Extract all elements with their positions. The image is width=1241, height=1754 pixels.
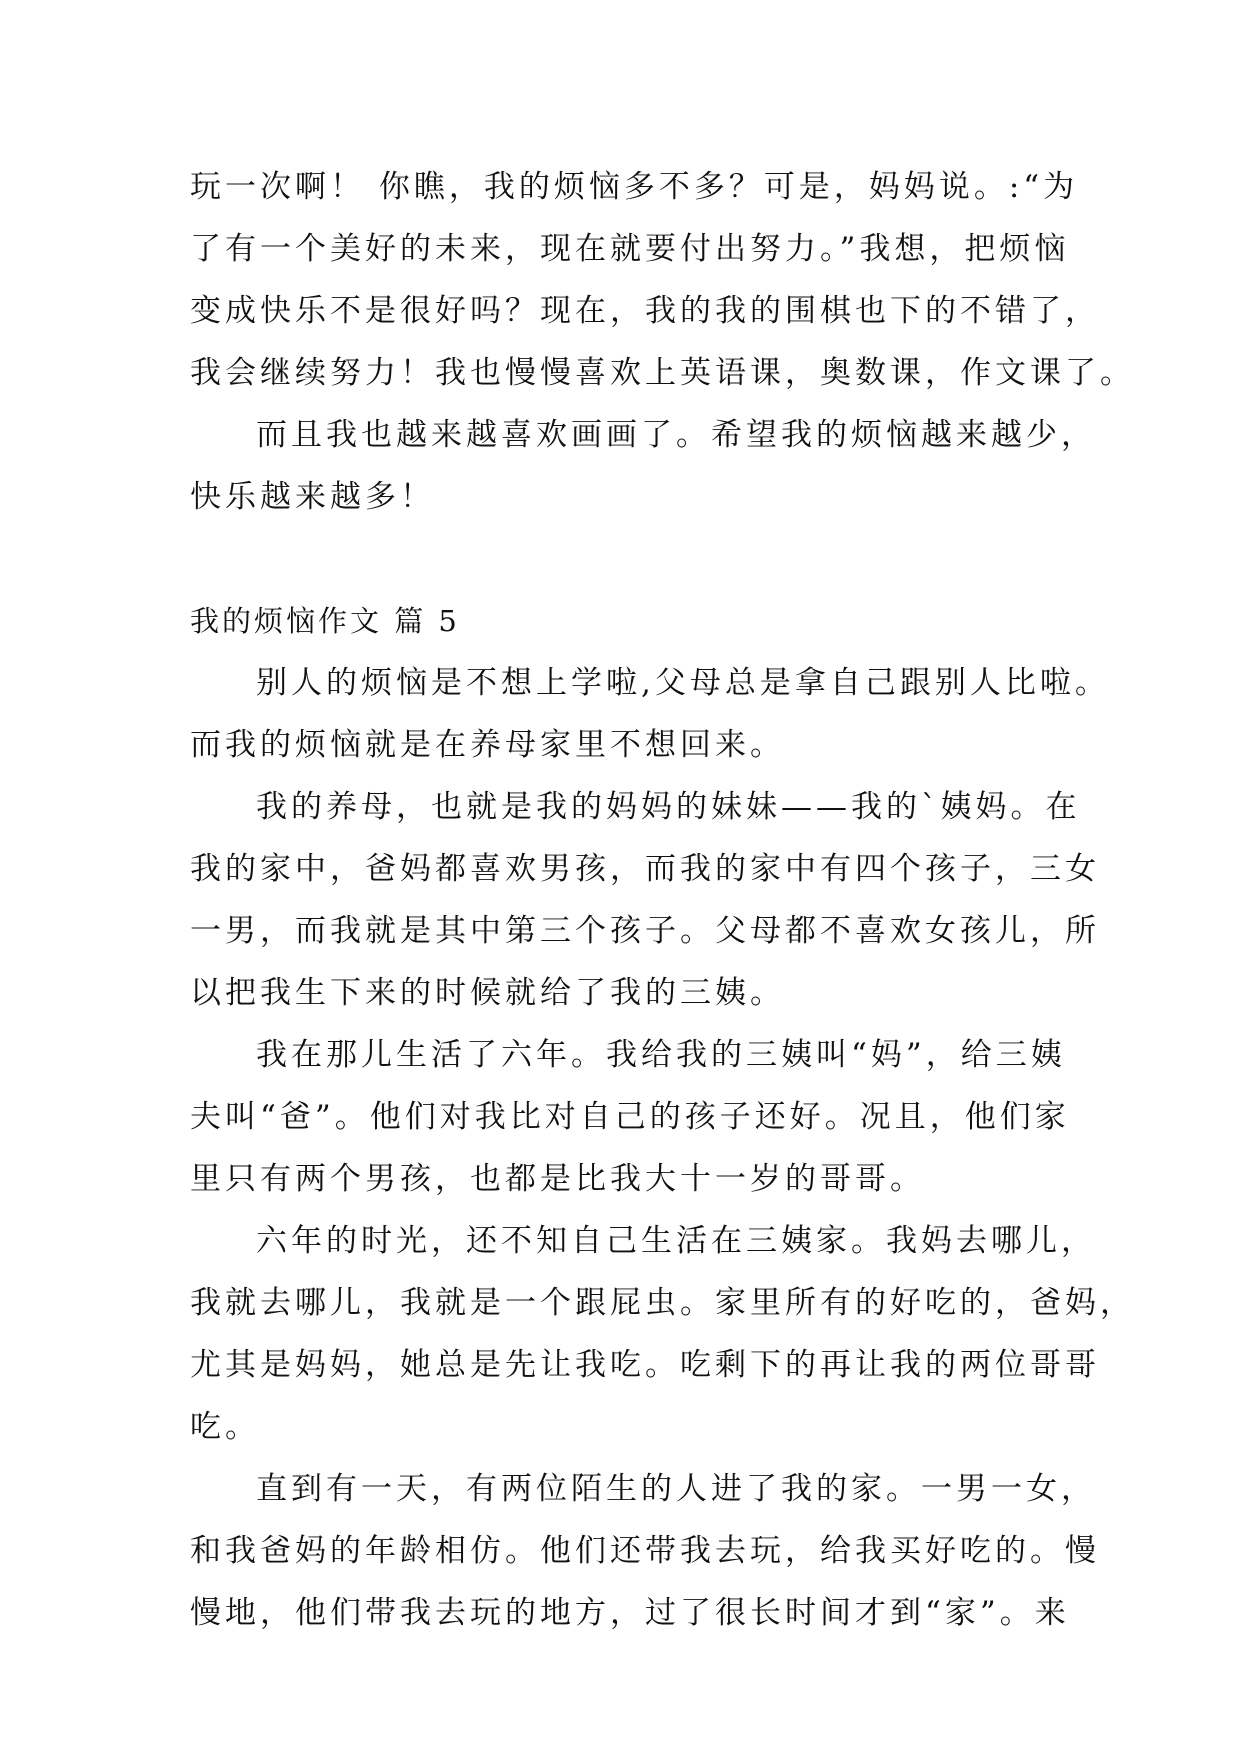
- text-line: 和我爸妈的年龄相仿。他们还带我去玩，给我买好吃的。慢: [190, 1533, 1100, 1569]
- text-line: 夫叫“爸”。他们对我比对自己的孩子还好。况且，他们家: [190, 1099, 1070, 1135]
- text-line: 而我的烦恼就是在养母家里不想回来。: [190, 727, 785, 763]
- text-line: 六年的时光，还不知自己生活在三姨家。我妈去哪儿，: [256, 1223, 1096, 1259]
- text-line: 了有一个美好的未来，现在就要付出努力。”我想，把烦恼: [190, 231, 1070, 267]
- text-line: 我的养母，也就是我的妈妈的妹妹——我的`姨妈。在: [256, 789, 1081, 825]
- paragraph: [190, 404, 1096, 528]
- document-page: [190, 156, 1135, 1644]
- text-line: 而且我也越来越喜欢画画了。希望我的烦恼越来越少，: [256, 417, 1096, 453]
- text-line: 以把我生下来的时候就给了我的三姨。: [190, 975, 785, 1011]
- paragraph: [190, 156, 1135, 404]
- text-line: 吃。: [190, 1409, 260, 1445]
- text-line: 一男，而我就是其中第三个孩子。父母都不喜欢女孩儿，所: [190, 913, 1100, 949]
- paragraph: [190, 1024, 1070, 1210]
- text-line: 快乐越来越多！: [190, 479, 435, 515]
- text-line: 慢地，他们带我去玩的地方，过了很长时间才到“家”。来: [190, 1595, 1070, 1631]
- text-line: 直到有一天，有两位陌生的人进了我的家。一男一女，: [256, 1471, 1096, 1507]
- text-line: 我在那儿生活了六年。我给我的三姨叫“妈”，给三姨: [256, 1037, 1066, 1073]
- text-line: 变成快乐不是很好吗？现在，我的我的围棋也下的不错了，: [190, 293, 1100, 329]
- paragraph: [190, 652, 1110, 776]
- text-line: 里只有两个男孩，也都是比我大十一岁的哥哥。: [190, 1161, 925, 1197]
- paragraph: [190, 1458, 1100, 1644]
- text-line: 玩一次啊！ 你瞧，我的烦恼多不多？可是，妈妈说。:“为: [190, 169, 1079, 205]
- section-title: 我的烦恼作文 篇 5: [190, 604, 460, 638]
- text-line: 我就去哪儿，我就是一个跟屁虫。家里所有的好吃的，爸妈，: [190, 1285, 1135, 1321]
- text-line: 我会继续努力！我也慢慢喜欢上英语课，奥数课，作文课了。: [190, 355, 1135, 391]
- text-line: 我的家中，爸妈都喜欢男孩，而我的家中有四个孩子，三女: [190, 851, 1100, 887]
- text-line: 尤其是妈妈，她总是先让我吃。吃剩下的再让我的两位哥哥: [190, 1347, 1100, 1383]
- text-line: 别人的烦恼是不想上学啦,父母总是拿自己跟别人比啦。: [256, 665, 1110, 701]
- paragraph: [190, 1210, 1135, 1458]
- paragraph: [190, 776, 1100, 1024]
